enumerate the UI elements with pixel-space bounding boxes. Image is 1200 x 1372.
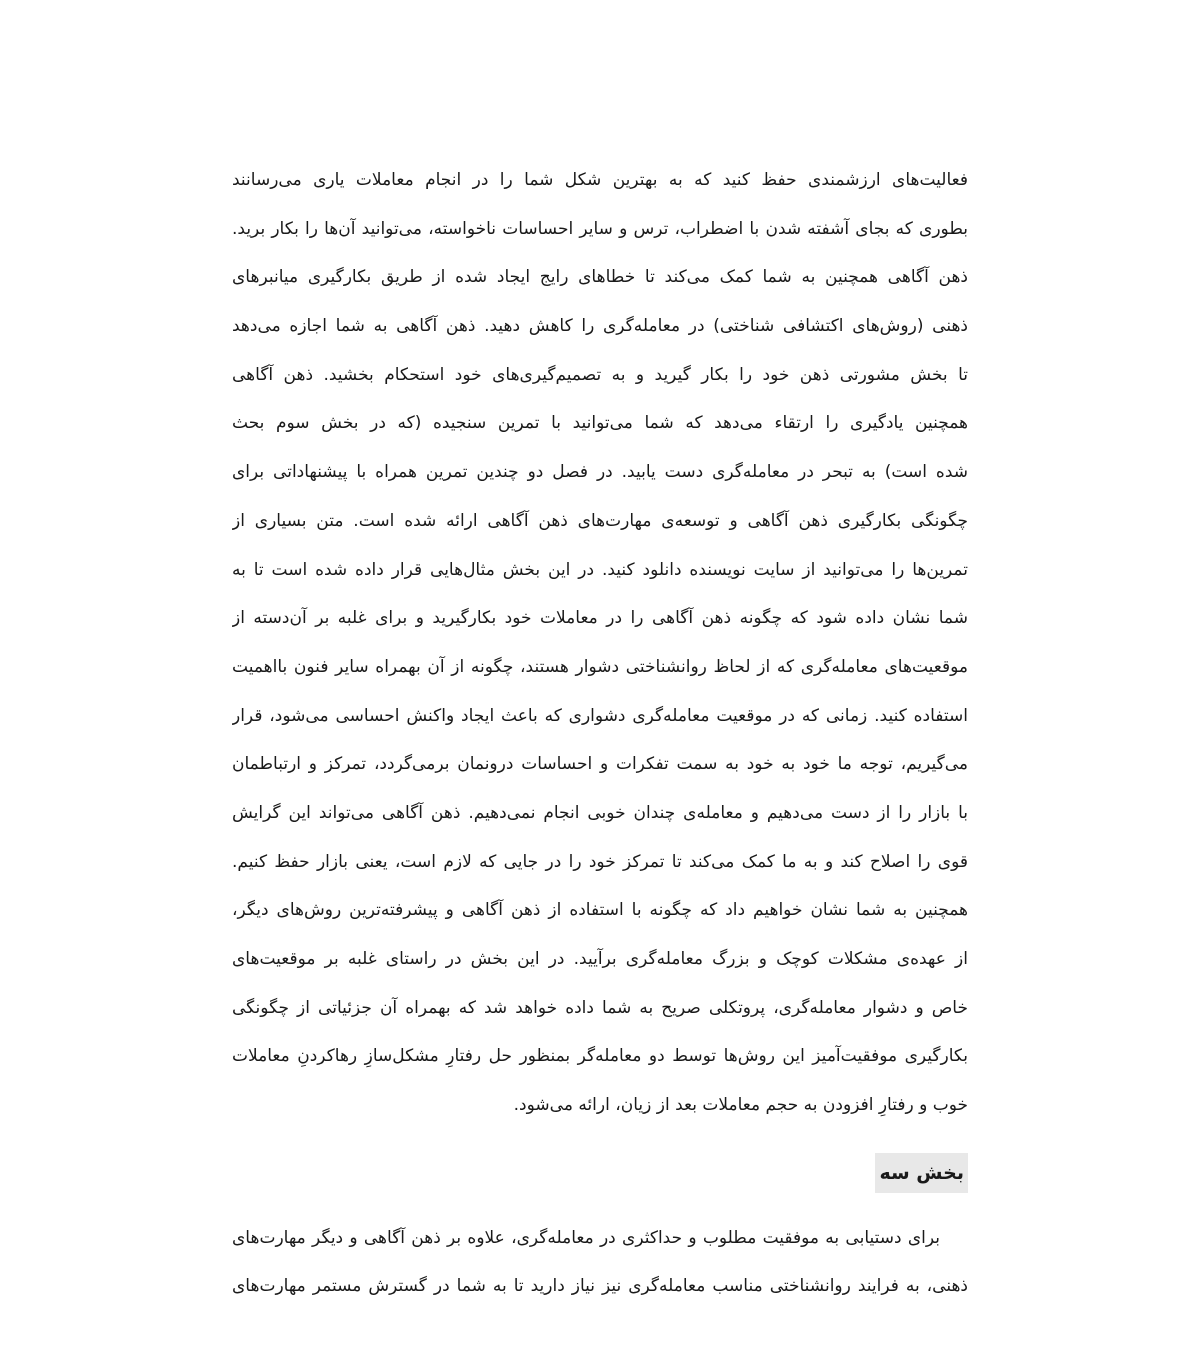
text-line: موقعیت‌های معامله‌گری که از لحاظ روانشناختی دشوار هستند، چگونه از آن بهمراه سایر فنون بااهمیت (232, 656, 968, 677)
text-line: استفاده کنید. زمانی که در موقعیت معامله‌گری دشواری که باعث ایجاد واکنش احساسی می‌شود، قرار (232, 705, 968, 726)
text-line: همچنین یادگیری را ارتقاء می‌دهد که شما می‌توانید با تمرین سنجیده (که در بخش سوم بحث (232, 413, 968, 434)
book-page (232, 156, 968, 1311)
text-line: فعالیت‌های ارزشمندی حفظ کنید که به بهترین شکل شما را در انجام معاملات یاری می‌رسانند (232, 170, 968, 190)
text-line: همچنین به شما نشان خواهیم داد که چگونه با استفاده از ذهن آگاهی و پیشرفته‌ترین روش‌های دیگر، (232, 900, 968, 921)
text-line: قوی را اصلاح کند و به ما کمک می‌کند تا تمرکز خود را در جایی که لازم است، یعنی بازار حفظ کنیم. (232, 851, 968, 872)
text-line: شده است) به تبحر در معامله‌گری دست یابید. در فصل دو چندین تمرین همراه با پیشنهاداتی برای (232, 462, 968, 483)
text-line: ذهن آگاهی همچنین به شما کمک می‌کند تا خطاهای رایج ایجاد شده از طریق بکارگیری میانبرهای (232, 267, 968, 288)
paragraph-main (232, 156, 968, 1130)
paragraph-intro (232, 1214, 968, 1311)
text-line: خاص و دشوار معامله‌گری، پروتکلی صریح به شما داده خواهد شد که بهمراه آن جزئیاتی از چگونگی (232, 997, 968, 1018)
text-line: می‌گیریم، توجه ما خود به خود به سمت تفکرات و احساسات درونمان برمی‌گردد، تمرکز و ارتباطمان (232, 754, 968, 775)
text-line: با بازار را از دست می‌دهیم و معامله‌ی چندان خوبی انجام نمی‌دهیم. ذهن آگاهی می‌تواند این گرایش (232, 802, 968, 823)
text-line: تا بخش مشورتی ذهن خود را بکار گیرید و به تصمیم‌گیری‌های خود استحکام بخشید. ذهن آگاهی (232, 364, 968, 385)
section-heading: بخش سه (875, 1153, 968, 1193)
text-line: چگونگی بکارگیری ذهن آگاهی و توسعه‌ی مهارت‌های ذهن آگاهی ارائه شده است. متن بسیاری از (232, 510, 968, 531)
text-line: بطوری که بجای آشفته شدن با اضطراب، ترس و سایر احساسات ناخواسته، می‌توانید آن‌ها را بکار برید. (232, 218, 968, 239)
text-line: ذهنی (روش‌های اکتشافی شناختی) در معامله‌گری را کاهش دهید. ذهن آگاهی به شما اجازه می‌دهد (232, 316, 968, 337)
text-line: برای دستیابی به موفقیت مطلوب و حداکثری در معامله‌گری، علاوه بر ذهن آگاهی و دیگر مهارت‌های (232, 1227, 940, 1248)
text-line: تمرین‌ها را می‌توانید از سایت نویسنده دانلود کنید. در این بخش مثال‌هایی قرار داده شده است تا به (232, 559, 968, 580)
text-line: شما نشان داده شود که چگونه ذهن آگاهی را در معاملات خود بکارگیرید و برای غلبه بر آن‌دسته از (232, 608, 968, 629)
text-line: ذهنی، به فرایند روانشناختی مناسب معامله‌گری نیز نیاز دارید تا به شما در گسترش مستمر مهارت‌های (232, 1276, 968, 1297)
text-line: بکارگیری موفقیت‌آمیز این روش‌ها توسط دو معامله‌گر بمنظور حل رفتارِ مشکل‌سازِ رهاکردنِ معاملات (232, 1046, 968, 1067)
section-heading-wrap (232, 1153, 968, 1201)
text-line: خوب و رفتارِ افزودن به حجم معاملات بعد از زیان، ارائه می‌شود. (513, 1095, 968, 1116)
text-line: از عهده‌ی مشکلات کوچک و بزرگ معامله‌گری برآیید. در این بخش در راستای غلبه بر موقعیت‌های (232, 949, 968, 969)
